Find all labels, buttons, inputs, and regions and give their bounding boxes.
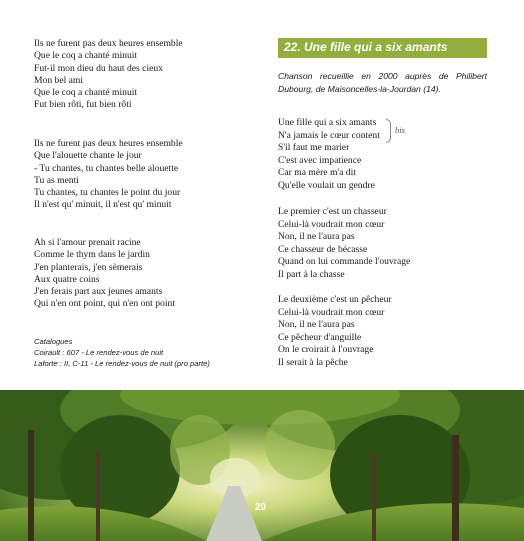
repeat-brace: [386, 119, 391, 143]
verse-line: - Tu chantes, tu chantes belle alouette: [34, 162, 179, 174]
verse-line: Une fille qui a six amants: [278, 117, 377, 128]
verse-line: Il n'est qu' minuit, il n'est qu' minuit: [34, 199, 172, 211]
bis-label: bis: [395, 125, 405, 135]
tree-tunnel-illustration: [0, 390, 524, 541]
verse-line: Que l'alouette chante le jour: [34, 150, 142, 162]
verse-line: C'est avec impatience: [278, 154, 362, 166]
song-title-bar: [278, 38, 487, 58]
verse-line: Ah si l'amour prenait racine: [34, 237, 141, 248]
verse-line: S'il faut me marier: [278, 142, 350, 153]
page-number: 20: [255, 502, 267, 513]
verse-line: Fut bien rôti, fut bien rôti: [34, 99, 132, 111]
tree-tunnel-photo: [0, 390, 524, 541]
left-stanza-1: [34, 38, 183, 112]
verse-line: Le premier c'est un chasseur: [278, 206, 387, 217]
verse-line: Car ma mère m'a dit: [278, 167, 356, 178]
right-stanza-2: [278, 206, 410, 281]
verse-line: Comme le thym dans le jardin: [34, 249, 150, 261]
left-stanza-2: [34, 138, 183, 212]
verse-line: Ce pêcheur d'anguille: [278, 331, 362, 343]
catalogues: [34, 336, 210, 369]
left-stanza-3: [34, 237, 175, 311]
verse-line: Non, il ne l'aura pas: [278, 319, 355, 330]
verse-line: Ils ne furent pas deux heures ensemble: [34, 38, 183, 49]
song-source-note: Chanson recueillie en 2000 auprès de Philibert Dubourg, de Maisoncelles-la-Jourdan (14).: [278, 71, 487, 94]
verse-line: Tu chantes, tu chantes le point du jour: [34, 187, 181, 199]
verse-line: J'en ferais part aux jeunes amants: [34, 286, 163, 298]
verse-line: Il serait à la pêche: [278, 356, 348, 368]
song-title: 22. Une fille qui a six amants: [284, 40, 448, 54]
verse-line: On le croirait à l'ouvrage: [278, 344, 374, 355]
verse-line: Il part à la chasse: [278, 268, 345, 280]
catalogue-entry: Coirault : 607 - Le rendez-vous de nuit: [34, 348, 164, 357]
catalogue-entry: Laforte : II, C-11 - Le rendez-vous de nuit (pro parte): [34, 359, 210, 368]
verse-line: Quand on lui commande l'ouvrage: [278, 256, 411, 267]
verse-line: Qu'elle voulait un gendre: [278, 179, 375, 191]
verse-line: Celui-là voudrait mon cœur: [278, 218, 385, 230]
right-stanza-1: [278, 117, 380, 192]
verse-line: Qui n'en ont point, qui n'en ont point: [34, 298, 175, 310]
verse-line: Tu as menti: [34, 174, 79, 186]
verse-line: J'en planterais, j'en sèmerais: [34, 261, 143, 273]
verse-line: Mon bel ami: [34, 74, 84, 86]
verse-line: Celui-là voudrait mon cœur: [278, 306, 385, 318]
verse-line: N'a jamais le cœur content: [278, 129, 380, 141]
verse-line: Fut-il mon dieu du haut des cieux: [34, 62, 163, 74]
verse-line: Aux quatre coins: [34, 273, 100, 285]
catalogues-heading: Catalogues: [34, 337, 73, 346]
verse-line: Que le coq a chanté minuit: [34, 50, 138, 62]
verse-line: Ils ne furent pas deux heures ensemble: [34, 138, 183, 149]
verse-line: Non, il ne l'aura pas: [278, 231, 355, 242]
verse-line: Que le coq a chanté minuit: [34, 87, 138, 99]
verse-line: Ce chasseur de bécasse: [278, 243, 368, 255]
right-stanza-3: [278, 294, 392, 369]
verse-line: Le deuxième c'est un pêcheur: [278, 294, 392, 305]
